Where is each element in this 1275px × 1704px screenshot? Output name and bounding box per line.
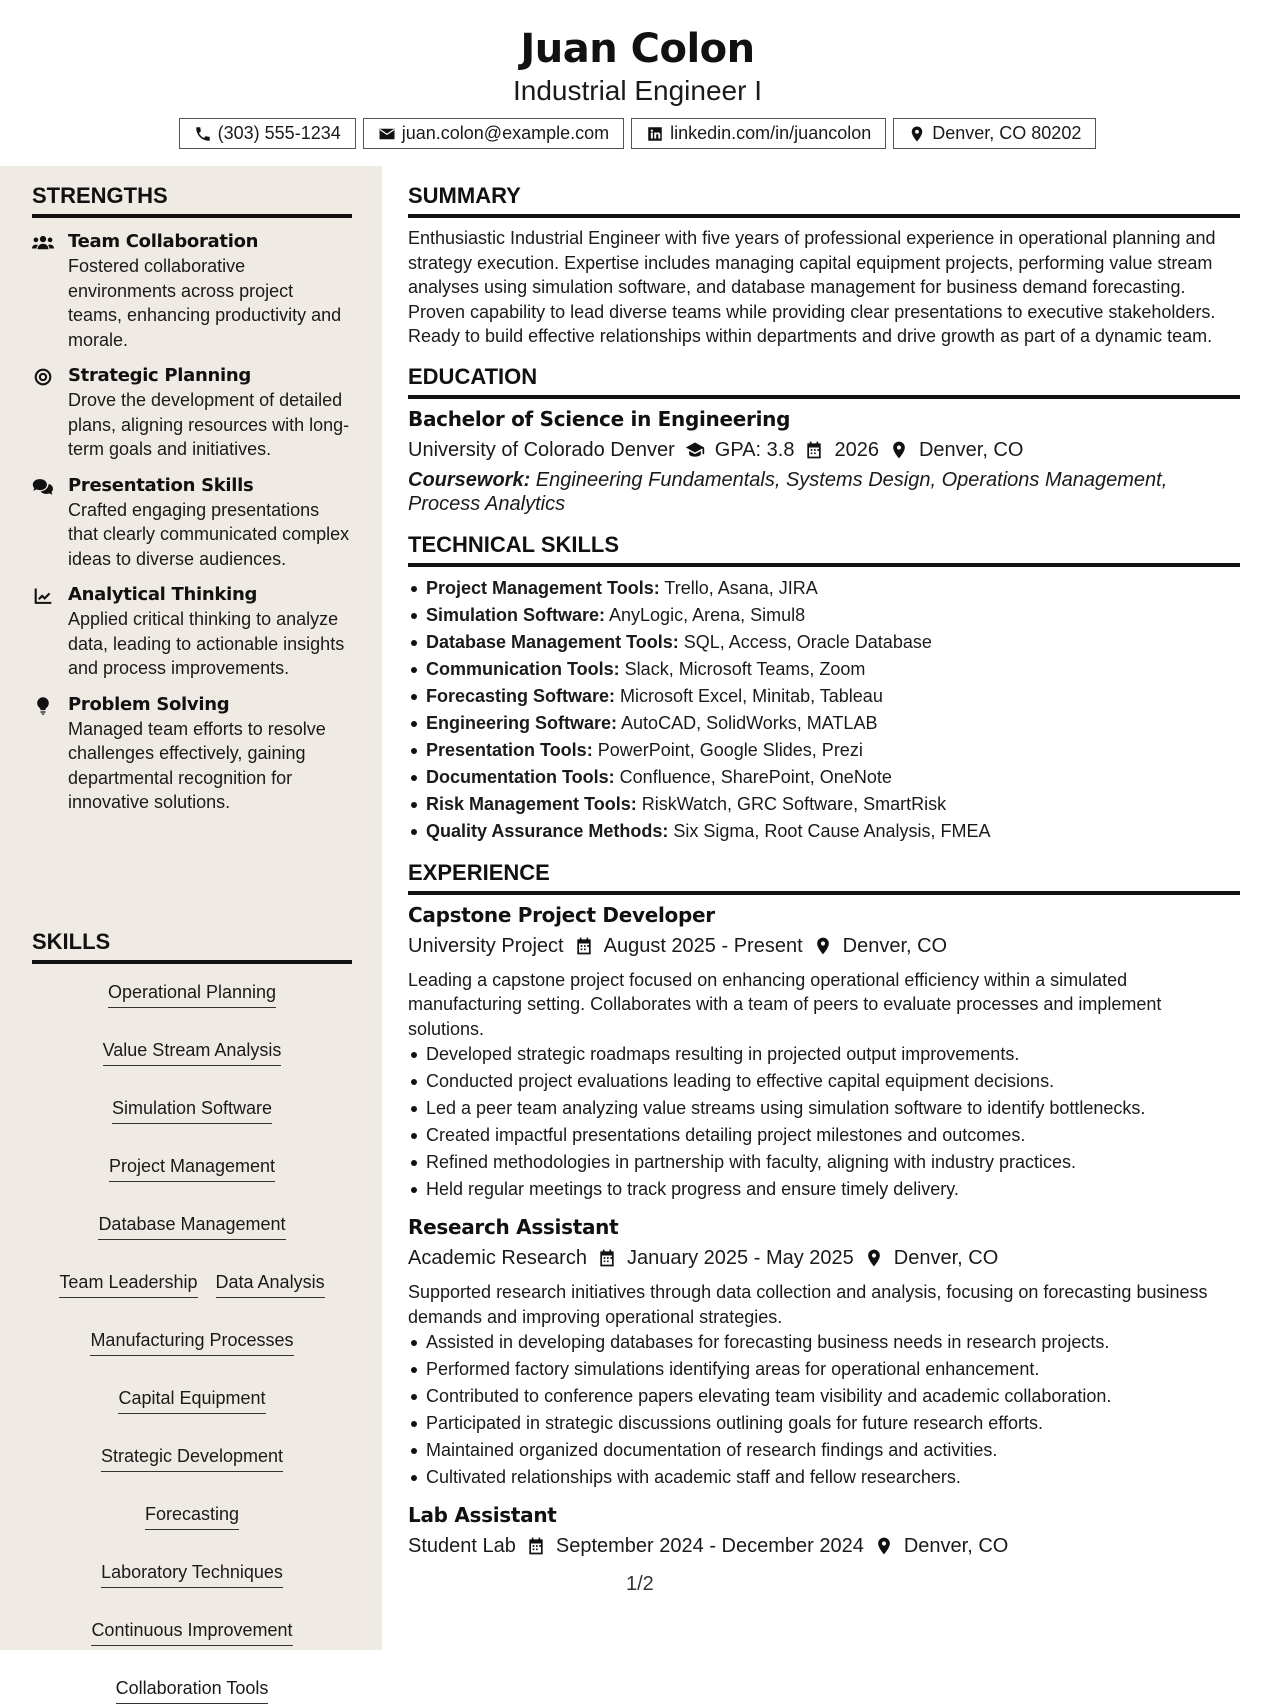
- tech-label: Documentation Tools:: [426, 766, 615, 787]
- education-section: [408, 363, 1240, 517]
- contact-linkedin[interactable]: [631, 118, 886, 149]
- strengths-section: [32, 182, 352, 815]
- summary-section: [408, 182, 1240, 349]
- contact-phone[interactable]: [179, 118, 356, 149]
- coursework-label: Coursework:: [408, 468, 531, 491]
- chat-icon: [32, 477, 54, 497]
- chart-line-icon: [32, 586, 54, 606]
- skills-heading: SKILLS: [32, 928, 352, 964]
- list-item: Assisted in developing databases for forecasting business needs in research projects.: [408, 1329, 1240, 1356]
- tech-value: Slack, Microsoft Teams, Zoom: [619, 658, 866, 679]
- tech-value: RiskWatch, GRC Software, SmartRisk: [636, 793, 947, 814]
- strength-desc: Applied critical thinking to analyze data, leading to actionable insights and process improvements.: [68, 609, 345, 678]
- sidebar: [0, 166, 382, 1698]
- technical-skills-heading: TECHNICAL SKILLS: [408, 531, 1240, 567]
- school-name: University of Colorado Denver: [408, 438, 675, 461]
- strength-title: Presentation Skills: [68, 474, 254, 496]
- summary-text: Enthusiastic Industrial Engineer with five years of professional experience in operational planning and strategy execution. Expertise includes managing capital equipment projects, performing value stream analyses using simulation software, and database management for business demand forecasting. Proven capability to lead diverse teams while providing clear presentations to executive stakeholders. Ready to build effective relationships within departments and drive growth as part of a dynamic team.: [408, 228, 1216, 346]
- list-item: [408, 683, 1240, 710]
- experience-heading: EXPERIENCE: [408, 859, 1240, 895]
- skill-tag: Forecasting: [145, 1502, 239, 1530]
- list-item: [408, 575, 1240, 602]
- list-item: [408, 737, 1240, 764]
- strength-desc: Fostered collaborative environments across project teams, enhancing productivity and morale.: [68, 256, 342, 350]
- location-icon: [889, 440, 909, 460]
- tech-label: Engineering Software:: [426, 712, 618, 733]
- contact-email[interactable]: [363, 118, 624, 149]
- job-dates: September 2024 - December 2024: [555, 1535, 864, 1557]
- tech-label: Quality Assurance Methods:: [426, 820, 669, 841]
- list-item: Contributed to conference papers elevating team visibility and academic collaboration.: [408, 1383, 1240, 1410]
- job-desc: Supported research initiatives through data collection and analysis, focusing on forecasting business demands and improving operational strategies.: [408, 1282, 1208, 1327]
- coursework-list: Engineering Fundamentals, Systems Design, Operations Management, Process Analytics: [408, 468, 1168, 515]
- school-location: Denver, CO: [918, 438, 1024, 461]
- calendar-icon: [526, 1536, 546, 1556]
- contact-bar: [0, 118, 1275, 149]
- resume-header: [0, 22, 1275, 149]
- job-entry: [408, 1213, 1240, 1491]
- list-item: [408, 656, 1240, 683]
- location-icon: [864, 1248, 884, 1268]
- job-desc: Leading a capstone project focused on enhancing operational efficiency within a simulated manufacturing setting. Collaborates with a team of peers to evaluate processes and implement solutions.: [408, 969, 1162, 1039]
- location-icon: [874, 1536, 894, 1556]
- calendar-icon: [574, 936, 594, 956]
- list-item: [408, 791, 1240, 818]
- strengths-heading: STRENGTHS: [32, 182, 352, 218]
- tech-label: Database Management Tools:: [426, 631, 679, 652]
- tech-value: Trello, Asana, JIRA: [659, 577, 818, 598]
- phone-icon: [194, 125, 212, 143]
- tech-value: AnyLogic, Arena, Simul8: [605, 604, 806, 625]
- graduation-cap-icon: [685, 440, 705, 460]
- job-entry: [408, 901, 1240, 1204]
- strength-item: [32, 474, 352, 572]
- strength-item: [32, 230, 352, 352]
- job-location: Denver, CO: [903, 1535, 1009, 1557]
- tech-value: AutoCAD, SolidWorks, MATLAB: [617, 712, 878, 733]
- skill-tag: Strategic Development: [101, 1444, 283, 1472]
- list-item: Developed strategic roadmaps resulting in projected output improvements.: [408, 1041, 1240, 1068]
- strength-desc: Managed team efforts to resolve challenges effectively, gaining departmental recognition for innovative solutions.: [68, 718, 326, 812]
- job-dates: August 2025 - Present: [603, 934, 803, 957]
- skill-tag: Project Management: [109, 1154, 275, 1182]
- list-item: [408, 764, 1240, 791]
- job-entry-title: Lab Assistant: [408, 1503, 557, 1527]
- skill-tag: Continuous Improvement: [91, 1618, 292, 1646]
- strength-title: Team Collaboration: [68, 231, 259, 252]
- job-bullets: [408, 1329, 1240, 1491]
- team-icon: [32, 233, 54, 253]
- coursework: [408, 468, 1240, 517]
- list-item: Led a peer team analyzing value streams using simulation software to identify bottlenecks.: [408, 1095, 1240, 1122]
- contact-email-text: juan.colon@example.com: [401, 123, 610, 143]
- gpa: GPA: 3.8: [714, 438, 795, 461]
- skill-tag: Collaboration Tools: [116, 1676, 269, 1704]
- skill-tag: Data Analysis: [216, 1270, 325, 1298]
- tech-label: Communication Tools:: [426, 658, 620, 679]
- strength-item: [32, 583, 352, 681]
- strength-item: [32, 693, 352, 815]
- contact-linkedin-text: linkedin.com/in/juancolon: [670, 123, 872, 143]
- strength-desc: Crafted engaging presentations that clearly communicated complex ideas to diverse audiences.: [68, 499, 350, 569]
- technical-skills-section: [408, 531, 1240, 845]
- contact-location[interactable]: [893, 118, 1096, 149]
- strength-desc: Drove the development of detailed plans, aligning resources with long-term goals and initiatives.: [68, 390, 350, 459]
- job-org: University Project: [408, 934, 564, 957]
- linkedin-icon: [646, 125, 664, 143]
- grad-year: 2026: [834, 438, 879, 461]
- tech-label: Presentation Tools:: [426, 739, 593, 760]
- education-heading: EDUCATION: [408, 363, 1240, 399]
- tech-label: Simulation Software:: [426, 604, 606, 625]
- skill-tag: Operational Planning: [108, 980, 276, 1008]
- job-bullets: [408, 1041, 1240, 1203]
- job-entry-title: Research Assistant: [408, 1215, 619, 1239]
- main-column: [408, 166, 1240, 1574]
- job-meta: [408, 1532, 1240, 1560]
- tech-label: Forecasting Software:: [426, 685, 616, 706]
- job-org: Academic Research: [408, 1247, 587, 1269]
- job-location: Denver, CO: [842, 934, 948, 957]
- lightbulb-icon: [32, 696, 54, 716]
- skill-tag: Simulation Software: [112, 1096, 272, 1124]
- list-item: [408, 602, 1240, 629]
- contact-location-text: Denver, CO 80202: [932, 123, 1082, 143]
- tech-value: SQL, Access, Oracle Database: [678, 631, 932, 652]
- target-icon: [32, 367, 54, 387]
- skill-tag: Manufacturing Processes: [90, 1328, 293, 1356]
- candidate-name: Juan Colon: [520, 26, 755, 72]
- list-item: Performed factory simulations identifying areas for operational enhancement.: [408, 1356, 1240, 1383]
- strength-title: Analytical Thinking: [68, 584, 258, 605]
- contact-phone-text: (303) 555-1234: [217, 123, 341, 143]
- skills-section: [32, 928, 352, 1704]
- degree-title: Bachelor of Science in Engineering: [408, 406, 791, 431]
- list-item: Cultivated relationships with academic staff and fellow researchers.: [408, 1464, 1240, 1491]
- skill-tag: Capital Equipment: [118, 1386, 265, 1414]
- location-icon: [813, 936, 833, 956]
- job-dates: January 2025 - May 2025: [626, 1247, 854, 1269]
- calendar-icon: [804, 440, 824, 460]
- skill-tag: Database Management: [98, 1212, 285, 1240]
- list-item: Refined methodologies in partnership with faculty, aligning with industry practices.: [408, 1149, 1240, 1176]
- calendar-icon: [597, 1248, 617, 1268]
- list-item: Conducted project evaluations leading to effective capital equipment decisions.: [408, 1068, 1240, 1095]
- job-entry: [408, 1501, 1240, 1560]
- skills-list: [32, 980, 352, 1704]
- job-location: Denver, CO: [893, 1247, 999, 1269]
- list-item: Maintained organized documentation of research findings and activities.: [408, 1437, 1240, 1464]
- technical-skills-list: [408, 575, 1240, 845]
- strength-title: Problem Solving: [68, 693, 230, 715]
- job-meta: [408, 1244, 1240, 1272]
- tech-value: Confluence, SharePoint, OneNote: [614, 766, 892, 787]
- list-item: Created impactful presentations detailing project milestones and outcomes.: [408, 1122, 1240, 1149]
- job-entry-title: Capstone Project Developer: [408, 902, 715, 927]
- envelope-icon: [378, 125, 396, 143]
- job-meta: [408, 932, 1240, 960]
- tech-value: Six Sigma, Root Cause Analysis, FMEA: [668, 820, 991, 841]
- list-item: [408, 818, 1240, 845]
- skill-tag: Team Leadership: [59, 1270, 197, 1298]
- tech-value: PowerPoint, Google Slides, Prezi: [592, 739, 863, 760]
- summary-heading: SUMMARY: [408, 182, 1240, 218]
- skill-tag: Value Stream Analysis: [103, 1038, 282, 1066]
- strength-title: Strategic Planning: [68, 365, 252, 386]
- job-title: Industrial Engineer I: [512, 75, 763, 106]
- tech-label: Project Management Tools:: [426, 577, 660, 598]
- list-item: Participated in strategic discussions outlining goals for future research efforts.: [408, 1410, 1240, 1437]
- page-number: 1/2: [626, 1573, 654, 1595]
- list-item: [408, 629, 1240, 656]
- location-icon: [908, 125, 926, 143]
- skill-tag: Laboratory Techniques: [101, 1560, 283, 1588]
- list-item: [408, 710, 1240, 737]
- tech-value: Microsoft Excel, Minitab, Tableau: [615, 685, 883, 706]
- experience-section: [408, 859, 1240, 1561]
- education-meta: [408, 436, 1240, 464]
- job-org: Student Lab: [408, 1535, 516, 1557]
- strength-item: [32, 364, 352, 462]
- list-item: Held regular meetings to track progress and ensure timely delivery.: [408, 1176, 1240, 1203]
- tech-label: Risk Management Tools:: [426, 793, 637, 814]
